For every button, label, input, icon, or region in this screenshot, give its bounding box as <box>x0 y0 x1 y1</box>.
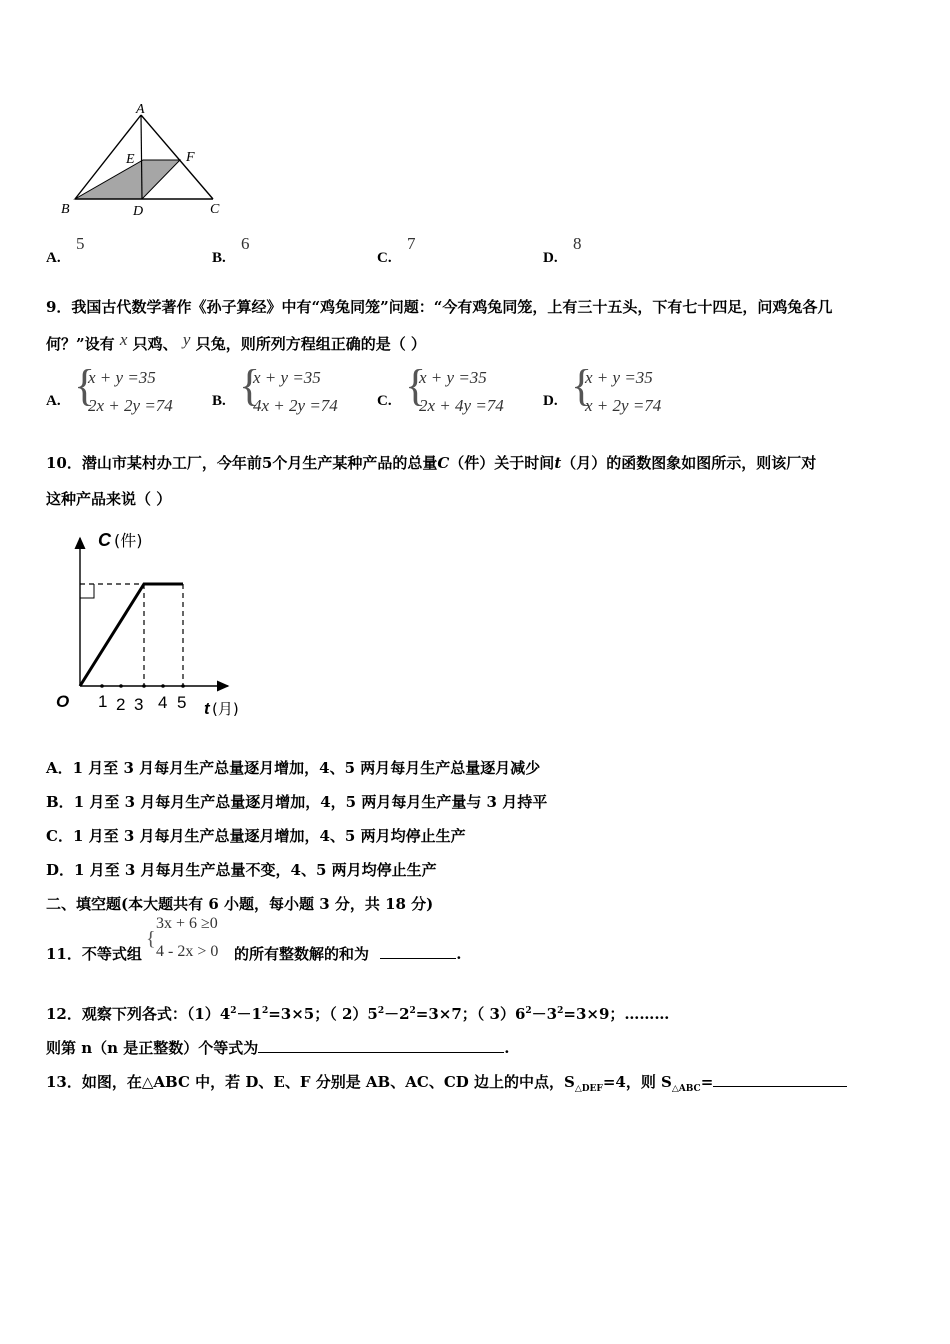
q8-choice-d-label: D. <box>543 250 558 266</box>
section-heading: 二、填空题(本大题共有 6 小题，每小题 3 分，共 18 分) <box>46 895 434 913</box>
q8-choice-a-value: 5 <box>76 234 85 253</box>
label-F: F <box>186 150 195 165</box>
q12-line1 <box>46 1003 669 1024</box>
q9-choice-a-eq1: x + y =35 <box>88 368 156 387</box>
q13-line <box>46 1071 847 1094</box>
q12-e3-base2: －3 <box>531 1005 558 1023</box>
q11-suffix-line <box>234 943 461 964</box>
q12-line2-text: 则第 n（n 是正整数）个等式为 <box>46 1039 259 1057</box>
q10-n5: 5 <box>261 454 273 472</box>
q8-choice-c-value: 7 <box>407 234 416 253</box>
q10-choice-b <box>46 791 547 812</box>
label-E: E <box>126 152 135 167</box>
label-B: B <box>61 202 70 217</box>
q10-graph <box>48 522 263 722</box>
q13-sub2: △ABC <box>671 1084 701 1094</box>
q10-choice-d-text: 1 月至 3 月每月生产总量不变，4、5 两月均停止生产 <box>74 861 437 879</box>
q8-choice-b-value: 6 <box>241 234 250 253</box>
q13-eq: = <box>700 1073 714 1091</box>
q9-choice-a-eq2: 2x + 2y =74 <box>88 396 173 415</box>
q9-stem-line2 <box>46 330 426 354</box>
q10-choice-b-label: B． <box>46 793 74 811</box>
x-axis-label: t <box>204 699 210 718</box>
q8-triangle-figure <box>55 100 235 225</box>
q11-prefix: 11．不等式组 <box>46 945 142 963</box>
brace-icon: { <box>571 361 593 410</box>
tick-5: 5 <box>177 693 187 712</box>
brace-icon: { <box>405 361 427 410</box>
y-axis-unit: (件) <box>114 531 143 550</box>
q12-e2-base2: －2 <box>384 1005 410 1023</box>
q12-e1-rest: =3×5；（ 2） <box>268 1005 368 1023</box>
label-D: D <box>133 204 144 219</box>
q10-choice-d <box>46 859 437 880</box>
q9-line2-a: 何？”设有 <box>46 335 115 353</box>
q11-ineq2: 4 - 2x > 0 <box>156 943 219 960</box>
q10-choice-b-text: 1 月至 3 月每月生产总量逐月增加，4，5 两月每月生产量与 3 月持平 <box>73 793 548 811</box>
q12-prefix: 12．观察下列各式：（1） <box>46 1005 220 1023</box>
tick-4: 4 <box>158 693 168 712</box>
q11-end: . <box>456 945 462 963</box>
q12-e1-exp1: 2 <box>230 1006 237 1016</box>
q12-e3-exp2: 2 <box>557 1006 564 1016</box>
label-C: C <box>210 202 220 217</box>
q10-choice-a-label: A． <box>46 759 73 777</box>
q8-choice-b-label: B. <box>212 250 226 266</box>
q10-var-c: C <box>437 454 450 472</box>
tick-3: 3 <box>134 695 144 714</box>
q12-e2-exp1: 2 <box>377 1006 385 1016</box>
q10-line1-c: （件）关于时间 <box>449 454 555 472</box>
q9-choice-a-label: A. <box>46 393 61 409</box>
q12-e1-base1: 4 <box>219 1005 231 1023</box>
q9-line2-b: 只鸡、 <box>132 335 178 353</box>
q9-var-y: y <box>182 330 191 349</box>
q10-choice-d-label: D． <box>46 861 75 879</box>
q10-var-t: t <box>554 454 562 472</box>
q11-suffix: 的所有整数解的和为 <box>234 945 370 963</box>
label-A: A <box>136 102 145 117</box>
q12-e3-base1: 6 <box>514 1005 526 1023</box>
q13-answer-blank[interactable] <box>713 1072 847 1087</box>
q8-choice-c-label: C. <box>377 250 392 266</box>
q9-choice-b-label: B. <box>212 393 226 409</box>
q11-ineq1: 3x + 6 ≥0 <box>156 915 218 932</box>
tick-1: 1 <box>98 692 108 711</box>
brace-icon: { <box>74 361 96 410</box>
y-axis-label: C <box>98 530 111 550</box>
origin-label: O <box>56 692 70 711</box>
q9-choice-d-eq2: x + 2y =74 <box>585 396 662 415</box>
q10-line1-d: （月）的函数图象如图所示，则该厂对 <box>561 454 817 472</box>
q9-choice-d-eq1: x + y =35 <box>585 368 653 387</box>
brace-icon: { <box>146 928 156 950</box>
q8-choice-d-value: 8 <box>573 234 582 253</box>
q10-line1-a: 10．潜山市某村办工厂，今年前 <box>46 454 262 472</box>
q12-line2 <box>46 1037 510 1058</box>
q9-choice-c-eq1: x + y =35 <box>419 368 487 387</box>
q12-e1-exp2: 2 <box>261 1006 269 1016</box>
q9-choice-b-eq1: x + y =35 <box>253 368 321 387</box>
q10-stem-line2: 这种产品来说（ ） <box>46 490 172 508</box>
q10-line1-b: 个月生产某种产品的总量 <box>272 454 438 472</box>
q8-choice-a-label: A. <box>46 250 61 266</box>
x-axis-unit: (月) <box>212 700 239 718</box>
q9-var-x: x <box>119 330 128 349</box>
brace-icon: { <box>239 361 261 410</box>
q10-choice-a-text: 1 月至 3 月每月生产总量逐月增加，4、5 两月每月生产总量逐月减少 <box>72 759 541 777</box>
q10-choice-c-label: C． <box>46 827 73 845</box>
q9-stem-line1: 9．我国古代数学著作《孙子算经》中有“鸡兔同笼”问题：“今有鸡兔同笼，上有三十五头，下有七十四足，问鸡兔各几 <box>46 298 833 316</box>
q12-e3-rest: =3×9；……… <box>563 1005 670 1023</box>
q13-mid: =4，则 S <box>602 1073 672 1091</box>
q13-prefix: 13．如图，在△ABC 中，若 D、E、F 分别是 AB、AC、CD 边上的中点，S <box>46 1073 575 1091</box>
q12-e3-exp1: 2 <box>525 1006 532 1016</box>
q12-e2-exp2: 2 <box>409 1006 416 1016</box>
q9-choice-b-eq2: 4x + 2y =74 <box>253 396 338 415</box>
q9-line2-c: 只兔，则所列方程组正确的是（ ） <box>195 335 426 353</box>
q12-e2-base1: 5 <box>367 1005 378 1023</box>
q13-sub1: △DEF <box>574 1084 603 1094</box>
q9-choice-d-label: D. <box>543 393 558 409</box>
q10-stem-line1 <box>46 452 816 473</box>
q9-choice-c-eq2: 2x + 4y =74 <box>419 396 504 415</box>
q9-choice-c-label: C. <box>377 393 392 409</box>
q10-choice-c-text: 1 月至 3 月每月生产总量逐月增加，4、5 两月均停止生产 <box>72 827 466 845</box>
tick-2: 2 <box>116 695 126 714</box>
q12-end: . <box>504 1039 510 1057</box>
q12-e1-base2: －1 <box>236 1005 262 1023</box>
q10-choice-a <box>46 757 540 778</box>
q12-answer-blank[interactable] <box>258 1038 504 1053</box>
right-angle-mark <box>80 584 94 598</box>
q12-e2-rest: =3×7；（ 3） <box>415 1005 515 1023</box>
q10-choice-c <box>46 825 466 846</box>
q11-answer-blank[interactable] <box>380 944 456 959</box>
graph-line <box>80 584 183 686</box>
